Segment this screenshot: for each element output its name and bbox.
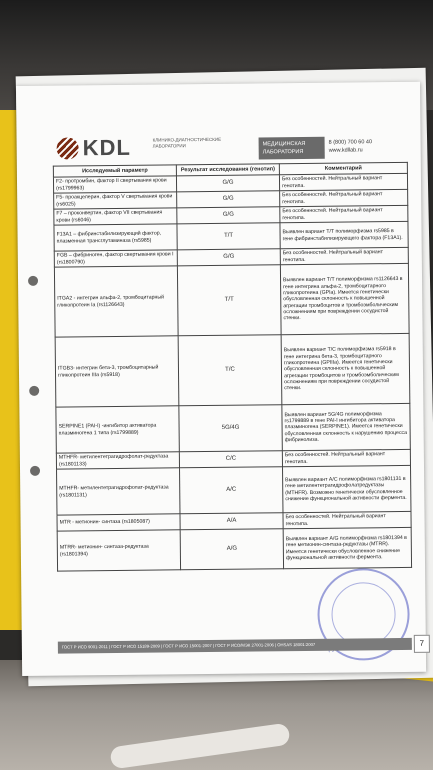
- row-parameter: MTRR- метионин- синтаза-редуктаза (rs1801394): [57, 530, 180, 571]
- row-parameter: F5- проакцелерин, фактор V свертывания крови (rs6025): [54, 192, 177, 209]
- row-parameter: MTHFR- метилентетрагидрофолат-редуктаза (rs1801133): [56, 452, 179, 469]
- row-comment: Без особенностей. Нейтральный вариант генотипа.: [280, 205, 408, 222]
- row-comment: Без особенностей. Нейтральный вариант генотипа.: [282, 449, 410, 466]
- row-result: 5G/4G: [179, 405, 282, 452]
- row-result: G/G: [177, 249, 280, 266]
- row-parameter: FGB – фибриноген, фактор свертывания крови I (rs1800790): [54, 250, 177, 267]
- row-parameter: MTR - метионин- синтаза (rs1805087): [57, 514, 180, 531]
- website: www.kdllab.ru: [328, 147, 363, 154]
- table-row: [57, 465, 411, 515]
- row-parameter: F13A1 – фибринстабилизирующий фактор, плазменная трансглутаминаза (rs5985): [54, 224, 177, 251]
- results-table-wrap: [53, 162, 411, 572]
- kdl-logo-icon: [57, 137, 79, 159]
- row-parameter: F7 – проконвертин, фактор VII свертывания крови (rs6046): [54, 208, 177, 225]
- row-result: A/A: [180, 513, 283, 530]
- punch-hole: [28, 276, 38, 286]
- row-result: G/G: [177, 207, 280, 224]
- row-result: T/C: [178, 335, 282, 406]
- table-row: [54, 221, 408, 251]
- row-comment: Без особенностей. Нейтральный вариант генотипа.: [283, 511, 411, 528]
- brand-tagline: КЛИНИКО-ДИАГНОСТИЧЕСКИЕ ЛАБОРАТОРИИ: [152, 136, 222, 149]
- row-result: G/G: [176, 175, 279, 192]
- header-parameter: Исследуемый параметр: [53, 165, 176, 177]
- certification-footer: ГОСТ Р ИСО 9001-2011 | ГОСТ Р ИСО 15189-2009 | ГОСТ Р ИСО 15001-2007 | ГОСТ Р ИСО/МЭК 27001-2006 | OHSAS 18001:2007: [58, 638, 412, 654]
- row-result: T/T: [177, 223, 280, 250]
- row-comment: Без особенностей. Нейтральный вариант генотипа.: [280, 247, 408, 264]
- header-result: Результат исследования (генотип): [176, 164, 279, 176]
- row-result: A/C: [180, 467, 283, 514]
- row-comment: Выявлен вариант T/T полиморфизма rs1126643 в гене интегрина альфа-2, тромбоцитарного гликопротеина (GPIa). Имеется генетически обусловленная склонность к повышенной агрегации тромбоцитов и тромбоэмболическим осложнениям при повреждении сосудистой стенки.: [280, 263, 409, 334]
- table-row: [56, 403, 410, 453]
- row-result: C/C: [179, 451, 282, 468]
- report-header: [56, 128, 406, 166]
- lab-report-page: [16, 82, 426, 676]
- row-parameter: ITGA2 - интегрин альфа-2, тромбоцитарный гликопротеин Ia (rs1126643): [54, 266, 178, 337]
- row-result: A/G: [180, 529, 283, 570]
- row-parameter: SERPINE1 (PAI-I) -ингибитор активатора плазминогена 1 типа (rs1799889): [56, 406, 179, 453]
- row-result: T/T: [177, 265, 281, 336]
- row-parameter: F2- протромбин, фактор II свертывания крови (rs1799963): [53, 176, 176, 193]
- phone-number: 8 (800) 700 60 40: [328, 139, 373, 146]
- punch-hole: [30, 466, 40, 476]
- row-comment: Без особенностей. Нейтральный вариант генотипа.: [279, 173, 407, 190]
- lab-label-box: МЕДИЦИНСКАЯ ЛАБОРАТОРИЯ: [259, 137, 325, 160]
- contacts: [329, 138, 409, 155]
- header-comment: Комментарий: [279, 162, 407, 174]
- results-table: [53, 162, 412, 572]
- table-row: [54, 263, 409, 337]
- row-result: G/G: [177, 191, 280, 208]
- seal-inner-ring: [331, 582, 396, 647]
- row-comment: Выявлен вариант A/C полиморфизма rs1801131 в гене метилентетрагидрофолатредуктазы (MTHFR). Возможно генетически обусловленное снижение функциональной активности фермента.: [283, 465, 411, 512]
- table-row: [57, 527, 411, 571]
- punch-hole: [29, 386, 39, 396]
- kdl-logo-text: KDL: [82, 134, 131, 161]
- row-comment: Выявлен вариант A/G полиморфизма rs1801394 в гене метионин-синтаза-редуктазы (MTRR). Имеется генетически обусловленное снижение функциональной активности фермента.: [283, 527, 411, 568]
- row-comment: Выявлен вариант T/C полиморфизма rs5918 в гене интегрина бета-3, тромбоцитарного гликопротеина (GPIIIa). Имеется генетически обусловленная склонность к повышенной агрегации тромбоцитов и тромбоэмболическим осложнениям при повреждении сосудистой стенки.: [281, 333, 410, 404]
- row-parameter: MTHFR- метилентетрагидрофолат-редуктаза (rs1801131): [57, 468, 180, 515]
- page-number: 7: [414, 635, 430, 653]
- row-comment: Выявлен вариант 5G/4G полиморфизма rs1799889 в гене PAI-I ингибитора активатора плазминогена (SERPINE1). Имеется генетически обусловленная склонность к нарушению процесса фибринолиза.: [282, 403, 410, 450]
- row-comment: Выявлен вариант T/T полиморфизма rs5985 в гене фибринстабилизирующего фактора (F13A1).: [280, 221, 408, 248]
- row-parameter: ITGB3- интегрин бета-3, тромбоцитарный гликопротеин IIIa (rs5918): [55, 336, 179, 407]
- row-comment: Без особенностей. Нейтральный вариант генотипа.: [280, 189, 408, 206]
- table-row: [55, 333, 410, 407]
